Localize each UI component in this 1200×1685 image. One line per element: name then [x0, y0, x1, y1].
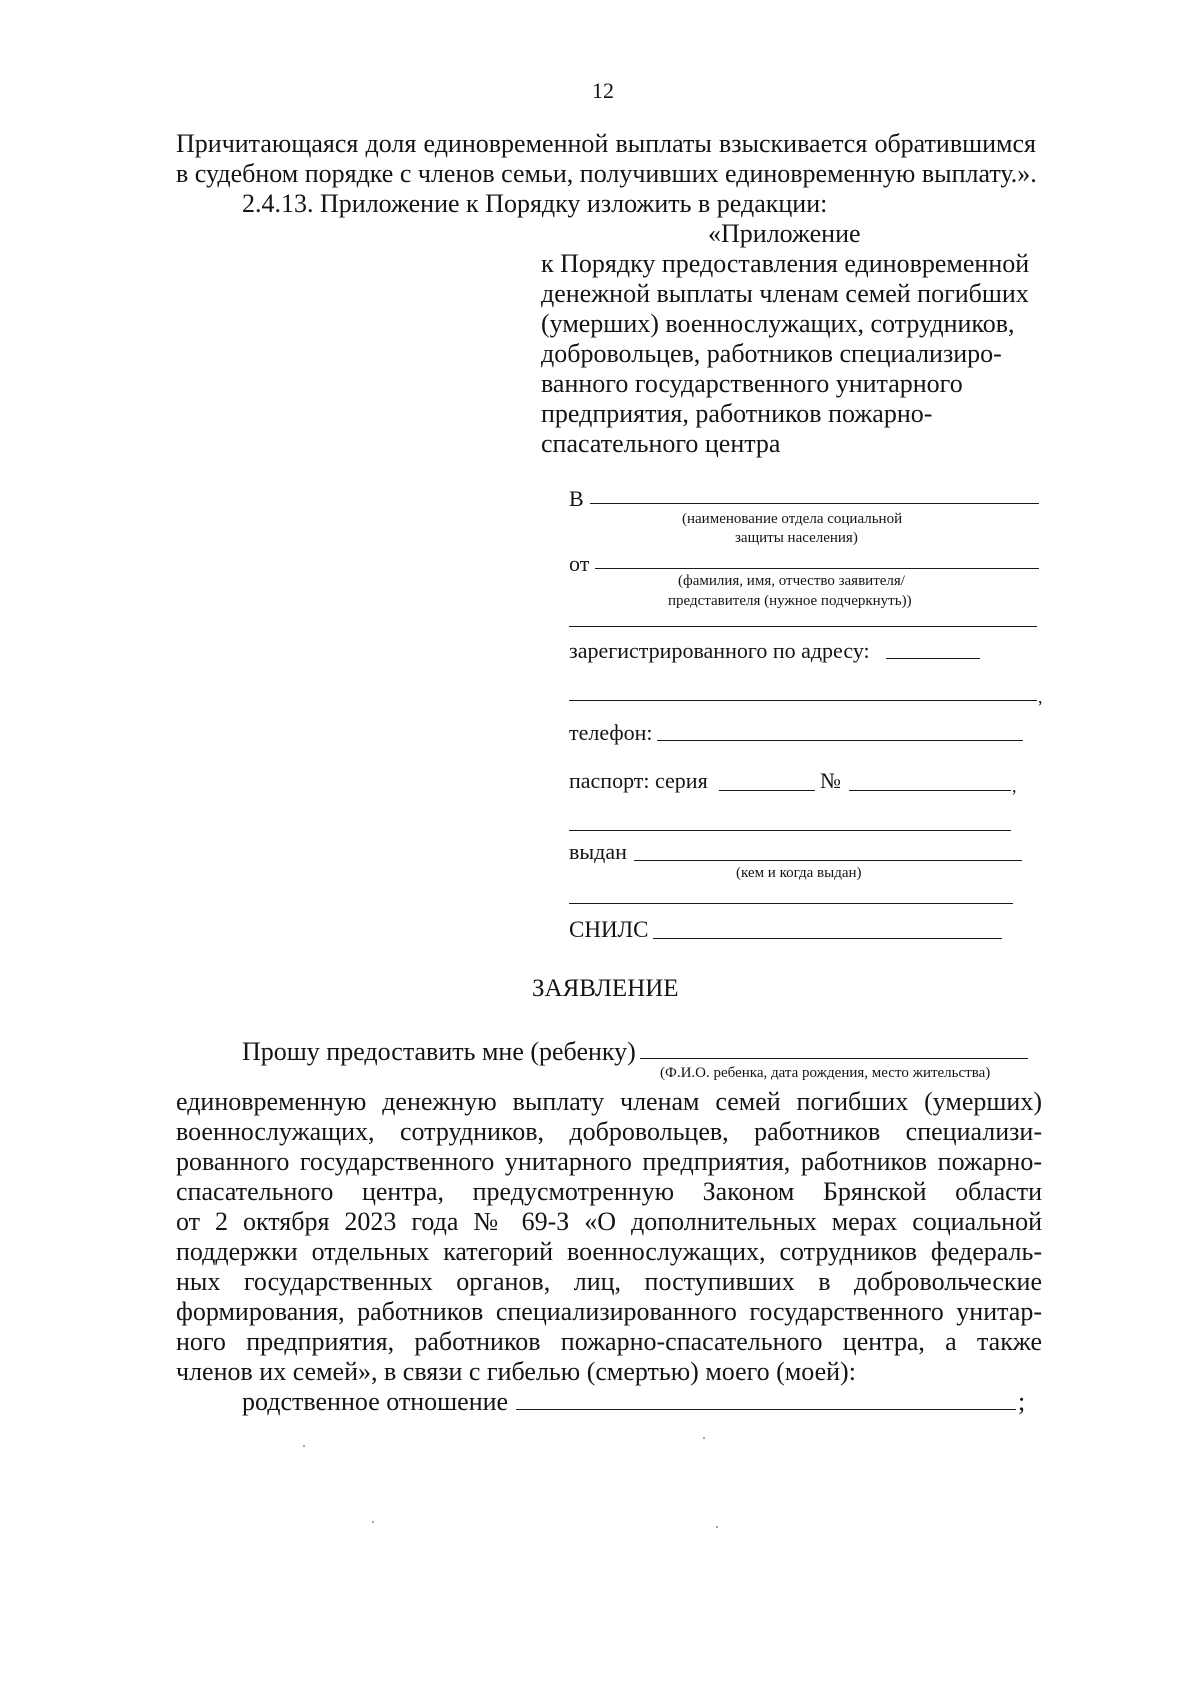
passport-series-label: паспорт: серия: [569, 768, 708, 793]
body-last-line: членов их семей», в связи с гибелью (смертью) моего (моей):: [176, 1357, 856, 1386]
body-line-9: ного предприятия, работников пожарно-спасательного центра, а также: [176, 1327, 1042, 1356]
address-comma: ,: [1038, 687, 1043, 707]
body-line-2: военнослужащих, сотрудников, добровольцев, работников специализи-: [176, 1117, 1042, 1146]
body-line-1: единовременную денежную выплату членам семей погибших (умерших): [176, 1087, 1042, 1116]
snils-field[interactable]: [653, 938, 1002, 939]
appendix-line-7: спасательного центра: [541, 429, 781, 458]
intro-line-1: Причитающаяся доля единовременной выплаты взыскивается обратившимся: [176, 129, 1036, 158]
scan-speck: [303, 1445, 305, 1447]
appendix-line-1: к Порядку предоставления единовременной: [541, 249, 1030, 278]
body-line-3: рованного государственного унитарного предприятия, работников пожарно-: [176, 1147, 1042, 1176]
scan-speck: [372, 1521, 374, 1523]
issued-extra-field[interactable]: [569, 903, 1013, 904]
to-hint-line-1: (наименование отдела социальной: [682, 511, 903, 527]
passport-series-field[interactable]: [719, 790, 815, 791]
to-label: В: [569, 486, 584, 511]
appendix-line-5: ванного государственного унитарного: [541, 369, 963, 398]
body-line-8: формирования, работников специализированного государственного унитар-: [176, 1297, 1042, 1326]
page-number: 12: [592, 78, 614, 103]
appendix-line-4: добровольцев, работников специализиро-: [541, 339, 1002, 368]
body-line-7: ных государственных органов, лиц, поступивших в добровольческие: [176, 1267, 1042, 1296]
appendix-line-3: (умерших) военнослужащих, сотрудников,: [541, 309, 1015, 338]
appendix-line-6: предприятия, работников пожарно-: [541, 399, 933, 428]
address-field-2[interactable]: [569, 700, 1037, 701]
issued-field[interactable]: [634, 860, 1022, 861]
issued-label: выдан: [569, 839, 627, 864]
to-field[interactable]: [590, 503, 1039, 504]
snils-label: СНИЛС: [569, 917, 649, 942]
from-hint-line-2: представителя (нужное подчеркнуть)): [668, 593, 912, 609]
relation-field[interactable]: [516, 1409, 1016, 1410]
scan-speck: [703, 1437, 705, 1439]
appendix-line-2: денежной выплаты членам семей погибших: [541, 279, 1029, 308]
scan-speck: [716, 1526, 718, 1528]
from-field[interactable]: [595, 568, 1039, 569]
from-hint-line-1: (фамилия, имя, отчество заявителя/: [678, 573, 905, 589]
passport-number-label: №: [820, 768, 841, 793]
to-hint-line-2: защиты населения): [735, 530, 858, 546]
intro-line-3: 2.4.13. Приложение к Порядку изложить в редакции:: [242, 189, 828, 218]
relation-label: родственное отношение: [242, 1387, 509, 1416]
from-field-extra[interactable]: [569, 626, 1037, 627]
phone-field[interactable]: [657, 740, 1023, 741]
request-field[interactable]: [640, 1058, 1028, 1059]
request-label: Прошу предоставить мне (ребенку): [242, 1037, 636, 1066]
body-line-5: от 2 октября 2023 года № 69-З «О дополнительных мерах социальной: [176, 1207, 1042, 1236]
statement-title: ЗАЯВЛЕНИЕ: [532, 975, 679, 1002]
passport-number-field[interactable]: [849, 790, 1011, 791]
address-label: зарегистрированного по адресу:: [569, 638, 870, 663]
request-hint: (Ф.И.О. ребенка, дата рождения, место жительства): [660, 1065, 991, 1081]
intro-line-2: в судебном порядке с членов семьи, получивших единовременную выплату.».: [176, 159, 1037, 188]
appendix-title: «Приложение: [708, 219, 861, 248]
from-label: от: [569, 551, 590, 576]
passport-extra-field[interactable]: [569, 830, 1011, 831]
address-field-1[interactable]: [886, 658, 980, 659]
passport-comma: ,: [1012, 776, 1017, 796]
body-line-4: спасательного центра, предусмотренную Законом Брянской области: [176, 1177, 1042, 1206]
body-line-6: поддержки отдельных категорий военнослужащих, сотрудников федераль-: [176, 1237, 1042, 1266]
issued-hint: (кем и когда выдан): [736, 865, 862, 881]
phone-label: телефон:: [569, 720, 653, 745]
relation-semicolon: ;: [1018, 1387, 1026, 1416]
